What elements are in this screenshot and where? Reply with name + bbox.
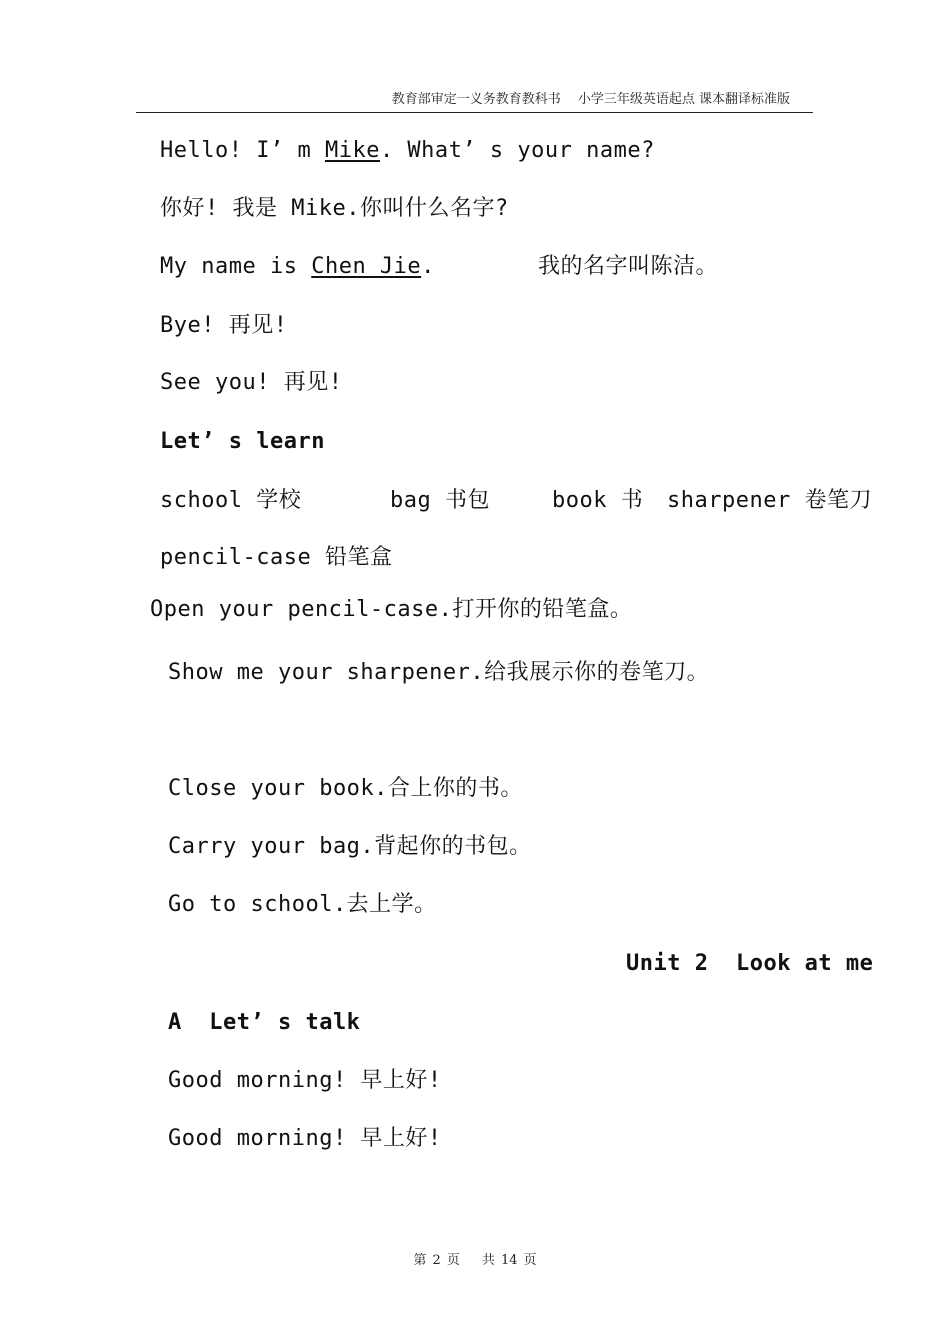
line-show-sharpener: Show me your sharpener.给我展示你的卷笔刀。	[168, 660, 710, 685]
name-chen-jie: Chen Jie	[311, 254, 422, 279]
page-header: 教育部审定一义务教育教科书 小学三年级英语起点 课本翻译标准版	[391, 92, 790, 107]
header-rule	[136, 112, 813, 113]
section-heading-lets-talk: A Let’ s talk	[168, 1010, 361, 1035]
line-see-you: See you! 再见!	[160, 370, 343, 395]
unit-title: Unit 2 Look at me	[626, 951, 874, 976]
line-hello-text-b: . What’ s your name?	[379, 138, 655, 163]
vocab-pencil-case: pencil-case 铅笔盒	[160, 545, 393, 570]
line-my-name-zh: 我的名字叫陈洁。	[538, 254, 719, 279]
line-hello-zh: 你好! 我是 Mike.你叫什么名字?	[160, 196, 509, 221]
line-my-name	[160, 254, 435, 280]
line-my-name-text-b: .	[421, 254, 435, 279]
line-my-name-text-a: My name is	[160, 254, 312, 279]
line-close-book: Close your book.合上你的书。	[168, 776, 523, 801]
page-number: 第 2 页	[413, 1253, 460, 1268]
page-total: 共 14 页	[481, 1253, 537, 1268]
line-good-morning-1: Good morning! 早上好!	[168, 1068, 442, 1093]
line-hello-text-a: Hello! I’ m	[160, 138, 325, 163]
line-go-to-school: Go to school.去上学。	[168, 892, 437, 917]
line-good-morning-2: Good morning! 早上好!	[168, 1126, 442, 1151]
vocab-school: school 学校	[160, 488, 302, 513]
line-hello	[160, 138, 655, 164]
vocab-bag: bag 书包	[390, 488, 490, 513]
line-bye: Bye! 再见!	[160, 313, 288, 338]
page-footer	[0, 1249, 950, 1268]
vocab-book: book 书	[552, 488, 644, 513]
name-mike: Mike	[324, 138, 380, 163]
section-heading-lets-learn: Let’ s learn	[160, 429, 325, 454]
line-open-pencil-case: Open your pencil-case.打开你的铅笔盒。	[150, 597, 633, 622]
line-carry-bag: Carry your bag.背起你的书包。	[168, 834, 532, 859]
vocab-sharpener: sharpener 卷笔刀	[667, 488, 872, 513]
